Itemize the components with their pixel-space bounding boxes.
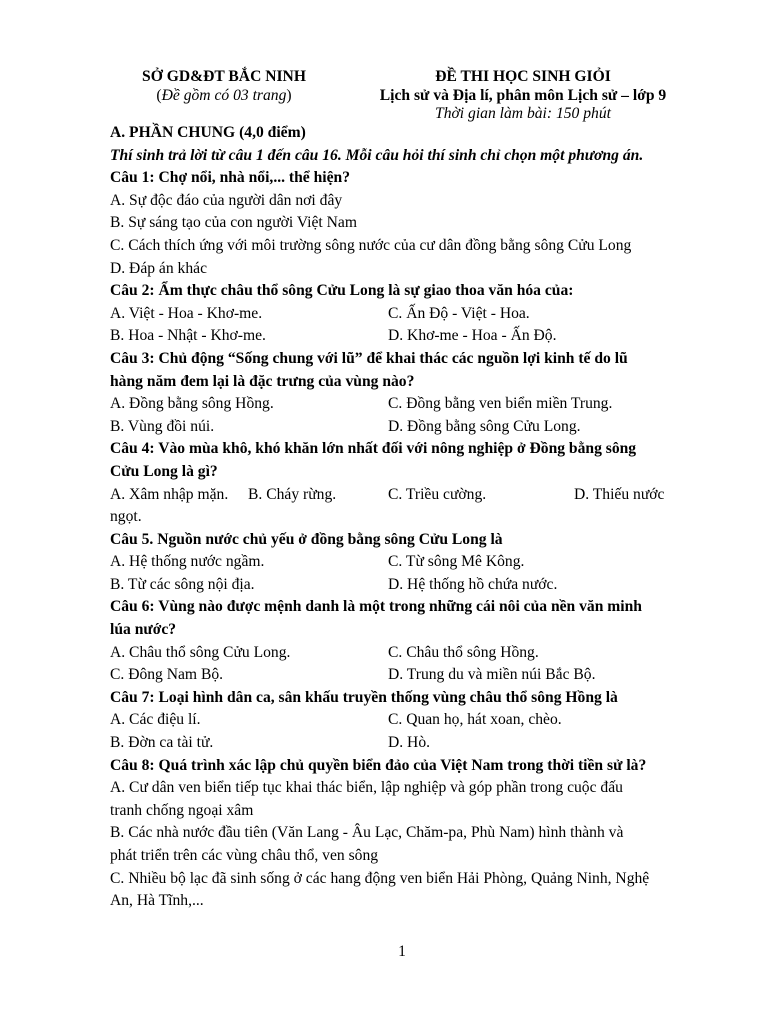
question-2: Câu 2: Ẩm thực châu thổ sông Cửu Long là sự giao thoa văn hóa của: <box>110 282 574 300</box>
q6-option-c: C. Châu thổ sông Hồng. <box>388 643 539 661</box>
paren-close: ) <box>286 86 292 104</box>
q5-options-row-1 <box>110 551 700 574</box>
q5-option-a: A. Hệ thống nước ngầm. <box>110 553 265 571</box>
pages-note-text: Đề gồm có 03 trang <box>161 86 287 104</box>
q2-option-b: B. Hoa - Nhật - Khơ-me. <box>110 327 266 345</box>
q4-option-a: A. Xâm nhập mặn. <box>110 485 229 503</box>
exam-subject: Lịch sử và Địa lí, phân môn Lịch sử – lớp 9 <box>379 86 667 104</box>
exam-content <box>110 122 700 913</box>
q5-option-d: D. Hệ thống hồ chứa nước. <box>388 575 558 593</box>
q7-option-a: A. Các điệu lí. <box>110 711 201 729</box>
section-title: A. PHẦN CHUNG (4,0 điểm) <box>110 124 306 141</box>
q2-options-row-2 <box>110 325 700 348</box>
q1-option-c: C. Cách thích ứng với môi trường sông nước của cư dân đồng bằng sông Cửu Long <box>110 236 632 254</box>
q3-option-a: A. Đồng bằng sông Hồng. <box>110 395 274 413</box>
q3-options-row-1 <box>110 393 700 416</box>
exam-title: ĐỀ THI HỌC SINH GIỎI <box>435 68 611 85</box>
q3-options-row-2 <box>110 416 700 439</box>
pages-note <box>110 87 338 106</box>
q7-option-c: C. Quan họ, hát xoan, chèo. <box>388 711 562 729</box>
q2-option-a: A. Việt - Hoa - Khơ-me. <box>110 304 263 322</box>
exam-time: Thời gian làm bài: 150 phút <box>435 105 611 122</box>
q6-option-a: A. Châu thổ sông Cửu Long. <box>110 643 291 661</box>
q7-options-row-1 <box>110 709 700 732</box>
question-4-line-2: Cửu Long là gì? <box>110 462 218 480</box>
q7-options-row-2 <box>110 732 700 755</box>
q1-option-d: D. Đáp án khác <box>110 259 207 277</box>
q2-option-c: C. Ấn Độ - Việt - Hoa. <box>388 304 530 322</box>
q3-option-d: D. Đồng bằng sông Cửu Long. <box>388 417 581 435</box>
q7-option-d: D. Hò. <box>388 734 431 752</box>
q4-option-d-wrap: ngọt. <box>110 508 142 526</box>
question-4-line-1: Câu 4: Vào mùa khô, khó khăn lớn nhất đối với nông nghiệp ở Đồng bằng sông <box>110 440 637 458</box>
q3-option-c: C. Đồng bằng ven biển miền Trung. <box>388 395 613 413</box>
question-6-line-1: Câu 6: Vùng nào được mệnh danh là một trong những cái nôi của nền văn minh <box>110 598 642 616</box>
q1-option-a: A. Sự độc đáo của người dân nơi đây <box>110 191 343 209</box>
org-name: SỞ GD&ĐT BẮC NINH <box>142 68 306 85</box>
q6-options-row-1 <box>110 642 700 665</box>
question-3-line-1: Câu 3: Chủ động “Sống chung với lũ” để khai thác các nguồn lợi kinh tế do lũ <box>110 349 628 367</box>
question-5: Câu 5. Nguồn nước chủ yếu ở đồng bằng sông Cửu Long là <box>110 530 503 548</box>
paren-open: ( <box>156 86 162 104</box>
question-6-line-2: lúa nước? <box>110 621 177 639</box>
question-1: Câu 1: Chợ nổi, nhà nổi,... thể hiện? <box>110 169 350 187</box>
page-number: 1 <box>398 943 406 960</box>
header-right <box>358 68 688 124</box>
q4-option-c: C. Triều cường. <box>388 485 487 503</box>
q8-option-c-line-2: An, Hà Tĩnh,... <box>110 892 204 910</box>
header-left <box>110 68 338 105</box>
q8-option-c-line-1: C. Nhiều bộ lạc đã sinh sống ở các hang động ven biển Hải Phòng, Quảng Ninh, Nghệ <box>110 869 650 887</box>
q2-options-row-1 <box>110 303 700 326</box>
q4-options-row <box>110 484 700 507</box>
section-instruction: Thí sinh trả lời từ câu 1 đến câu 16. Mỗi câu hỏi thí sinh chỉ chọn một phương án. <box>110 146 644 164</box>
q4-option-d: D. Thiếu nước <box>574 485 665 503</box>
q8-option-b-line-1: B. Các nhà nước đầu tiên (Văn Lang - Âu Lạc, Chăm-pa, Phù Nam) hình thành và <box>110 824 624 842</box>
q8-option-b-line-2: phát triển trên các vùng châu thổ, ven sông <box>110 847 379 864</box>
q5-option-c: C. Từ sông Mê Kông. <box>388 553 525 571</box>
q6-option-b: C. Đông Nam Bộ. <box>110 666 224 684</box>
q4-option-b: B. Cháy rừng. <box>248 485 337 503</box>
question-7: Câu 7: Loại hình dân ca, sân khấu truyền thống vùng châu thổ sông Hồng là <box>110 688 618 706</box>
q5-options-row-2 <box>110 574 700 597</box>
q1-option-b: B. Sự sáng tạo của con người Việt Nam <box>110 214 357 232</box>
q8-option-a-line-1: A. Cư dân ven biển tiếp tục khai thác biển, lập nghiệp và góp phần trong cuộc đấu <box>110 779 623 797</box>
q7-option-b: B. Đờn ca tài tử. <box>110 734 214 752</box>
q8-option-a-line-2: tranh chống ngoại xâm <box>110 801 254 819</box>
question-3-line-2: hàng năm đem lại là đặc trưng của vùng nào? <box>110 372 415 390</box>
q6-options-row-2 <box>110 664 700 687</box>
q5-option-b: B. Từ các sông nội địa. <box>110 575 255 593</box>
question-8: Câu 8: Quá trình xác lập chủ quyền biển đảo của Việt Nam trong thời tiền sử là? <box>110 756 647 774</box>
q6-option-d: D. Trung du và miền núi Bắc Bộ. <box>388 666 596 684</box>
q3-option-b: B. Vùng đồi núi. <box>110 417 215 435</box>
q2-option-d: D. Khơ-me - Hoa - Ấn Độ. <box>388 327 557 345</box>
